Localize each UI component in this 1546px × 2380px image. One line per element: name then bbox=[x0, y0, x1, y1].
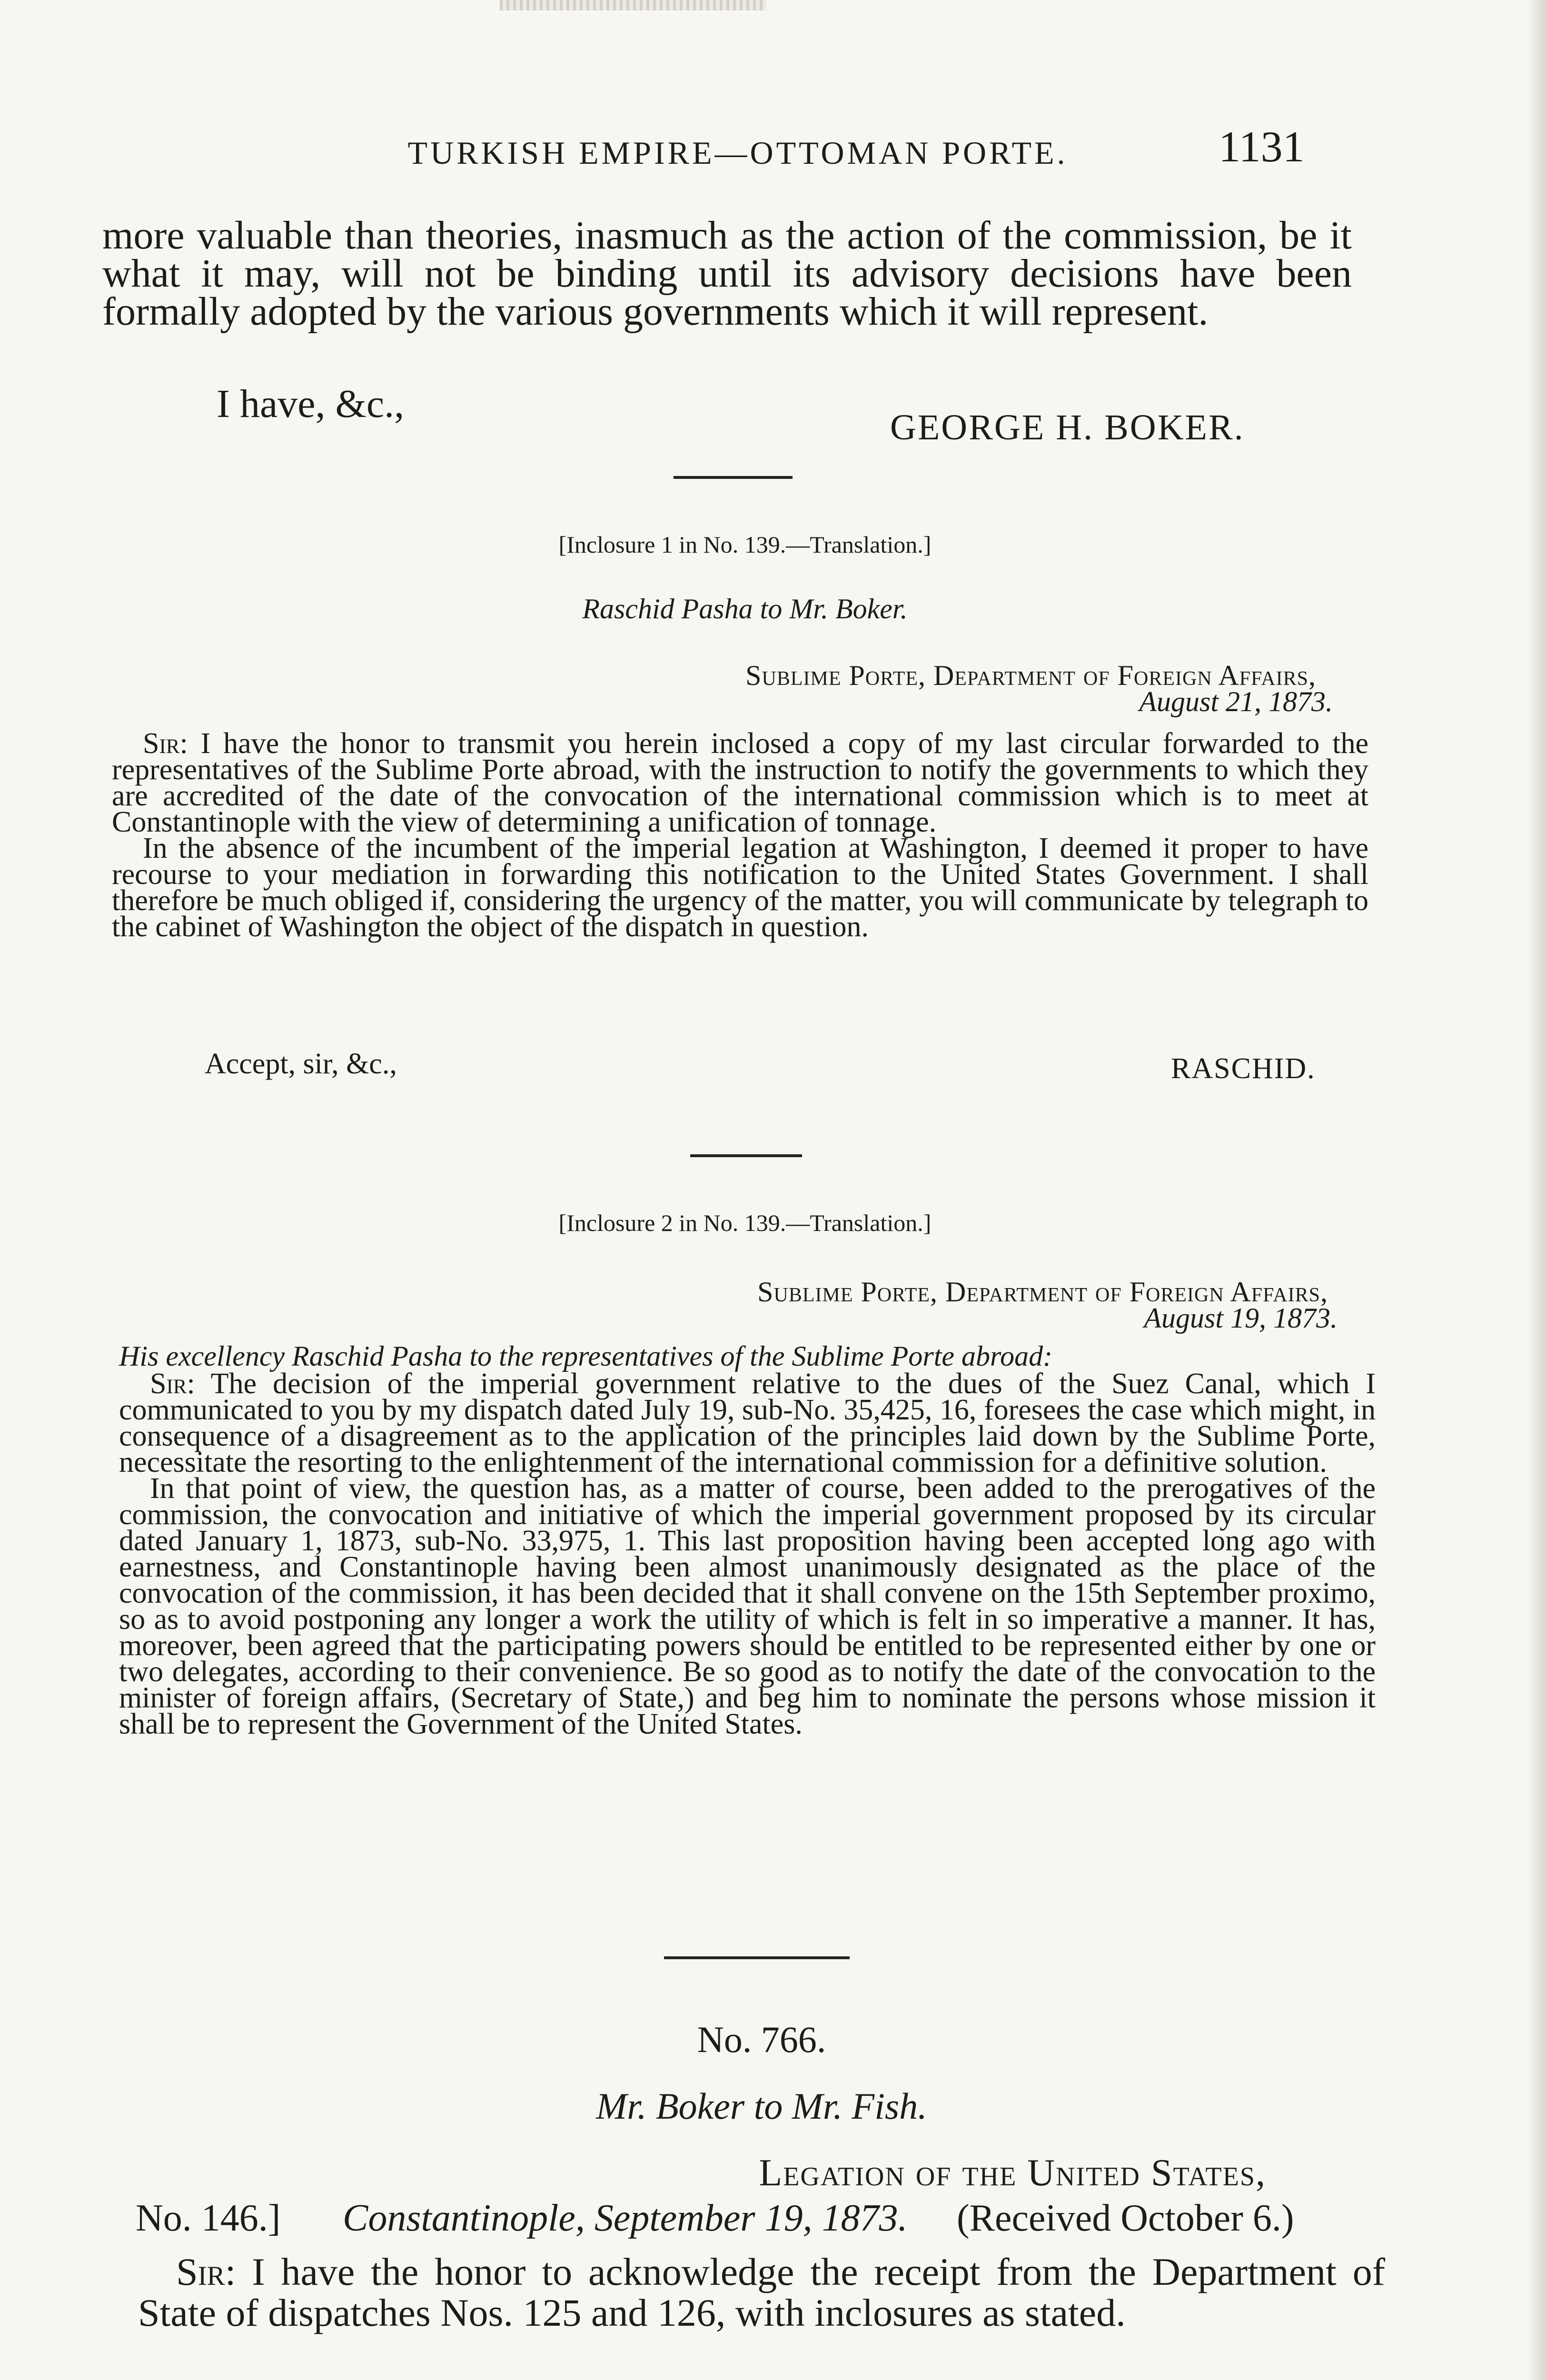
page-number: 1131 bbox=[1219, 122, 1305, 171]
dispatch-paragraph bbox=[138, 2251, 1385, 2333]
dispatch-place-date bbox=[343, 2197, 908, 2240]
continuation-text bbox=[102, 213, 1352, 334]
inclosure2-addressee-text: His excellency Raschid Pasha to the representatives of the Sublime Porte abroad: bbox=[119, 1340, 1053, 1372]
dispatch-place-date-text: Constantinople, September 19, 1873. bbox=[343, 2197, 908, 2239]
inclosure2-date-text: August 19, 1873. bbox=[1144, 1302, 1338, 1334]
inclosure1-title bbox=[428, 593, 1061, 625]
inclosure2-date bbox=[904, 1302, 1338, 1335]
inclosure2-paragraph-2: In that point of view, the question has, as a matter of course, been added to the prerogatives of the commission, the convocation and initiative of which the imperial government proposed by its circular dated January 1, 1873, sub-No. 33,975, 1. This last proposition having been accepted long ago with earnestness, and Constantinople having been almost unanimously designated as the place of the convocation of the commission, it has been decided that it shall convene on the 15th September proximo, so as to avoid postponing any longer a work the utility of which is felt in so imperative a manner. It has, moreover, been agreed that the participating powers should be entitled to be represented either by one or two delegates, according to their convenience. Be so good as to notify the date of the convocation to the minister of foreign affairs, (Secretary of State,) and beg him to nominate the persons whose mission it shall be to represent the Government of the United States. bbox=[119, 1472, 1376, 1740]
inclosure2-caption: [Inclosure 2 in No. 139.—Translation.] bbox=[558, 1210, 932, 1236]
inclosure1-body bbox=[112, 727, 1368, 943]
inclosure1-signature: RASCHID. bbox=[1171, 1052, 1316, 1085]
document-number: No. 766. bbox=[697, 2019, 826, 2060]
inclosure2-paragraph-1 bbox=[119, 1368, 1376, 1478]
inclosure1-paragraph-2: In the absence of the incumbent of the imperial legation at Washington, I deemed it proper to have recourse to your mediation in forwarding this notification to the United States Government. I shall therefore be much obliged if, considering the urgency of the matter, you will communicate by telegraph to the cabinet of Washington the object of the dispatch in question. bbox=[112, 832, 1368, 943]
dispatch-paragraph-text: I have the honor to acknowledge the receipt from the Department of State of dispatches Nos. 125 and 126, with inclosures as stated. bbox=[138, 2250, 1385, 2334]
inclosure1-salutation: Sir: bbox=[143, 727, 188, 760]
inclosure1-date bbox=[904, 685, 1333, 718]
section-divider bbox=[664, 1956, 850, 1959]
dispatch-ref: No. 146.] bbox=[136, 2197, 281, 2239]
document-title bbox=[428, 2085, 1095, 2128]
inclosure1-paragraph-1-text: I have the honor to transmit you herein inclosed a copy of my last circular forwarded to the representatives of the Sublime Porte abroad, with the instruction to notify the governments to which they are accredited of the date of the convocation of the international commission which is to meet at Constantinople with the view of determining a unification of tonnage. bbox=[112, 727, 1368, 838]
page-top-edge bbox=[500, 0, 766, 10]
inclosure1-closing: Accept, sir, &c., bbox=[205, 1048, 397, 1080]
section-divider bbox=[674, 476, 793, 479]
inclosure2-salutation: Sir: bbox=[150, 1368, 195, 1400]
inclosure2-body bbox=[119, 1368, 1376, 1740]
section-divider bbox=[690, 1154, 802, 1157]
inclosure2-paragraph-1-text: The decision of the imperial government relative to the dues of the Suez Canal, which I communicated to you by my dispatch dated July 19, sub-No. 35,425, 16, foresees the case which might, in consequence of a disagreement as to the application of the principles laid down by the Sublime Porte, necessitate the resorting to the enlightenment of the international commission for a definitive solution. bbox=[119, 1368, 1376, 1478]
running-title: TURKISH EMPIRE—OTTOMAN PORTE. bbox=[407, 135, 1068, 171]
inclosure1-date-text: August 21, 1873. bbox=[1139, 686, 1333, 717]
legation-address-text: Legation of the United States, bbox=[759, 2152, 1266, 2194]
document-title-text: Mr. Boker to Mr. Fish. bbox=[596, 2085, 927, 2127]
continuation-paragraph: more valuable than theories, inasmuch as the action of the commission, be it what it may, will not be binding until its advisory decisions have been formally adopted by the various governments which it will represent. bbox=[102, 213, 1352, 334]
legation-address bbox=[428, 2152, 1266, 2195]
dispatch-received: (Received October 6.) bbox=[957, 2197, 1294, 2239]
inclosure1-address-text: Sublime Porte, Department of Foreign Affairs, bbox=[745, 660, 1316, 691]
inclosure1-title-text: Raschid Pasha to Mr. Boker. bbox=[582, 593, 908, 625]
dispatch-body bbox=[138, 2251, 1385, 2333]
dispatch-salutation: Sir: bbox=[176, 2250, 236, 2293]
page-edge-shadow bbox=[1527, 0, 1546, 2380]
inclosure1-paragraph-1 bbox=[112, 727, 1368, 838]
continuation-closing: I have, &c., bbox=[217, 382, 405, 426]
inclosure2-address-text: Sublime Porte, Department of Foreign Affairs, bbox=[757, 1276, 1328, 1308]
inclosure1-caption: [Inclosure 1 in No. 139.—Translation.] bbox=[558, 531, 932, 558]
continuation-signature: GEORGE H. BOKER. bbox=[890, 407, 1245, 447]
